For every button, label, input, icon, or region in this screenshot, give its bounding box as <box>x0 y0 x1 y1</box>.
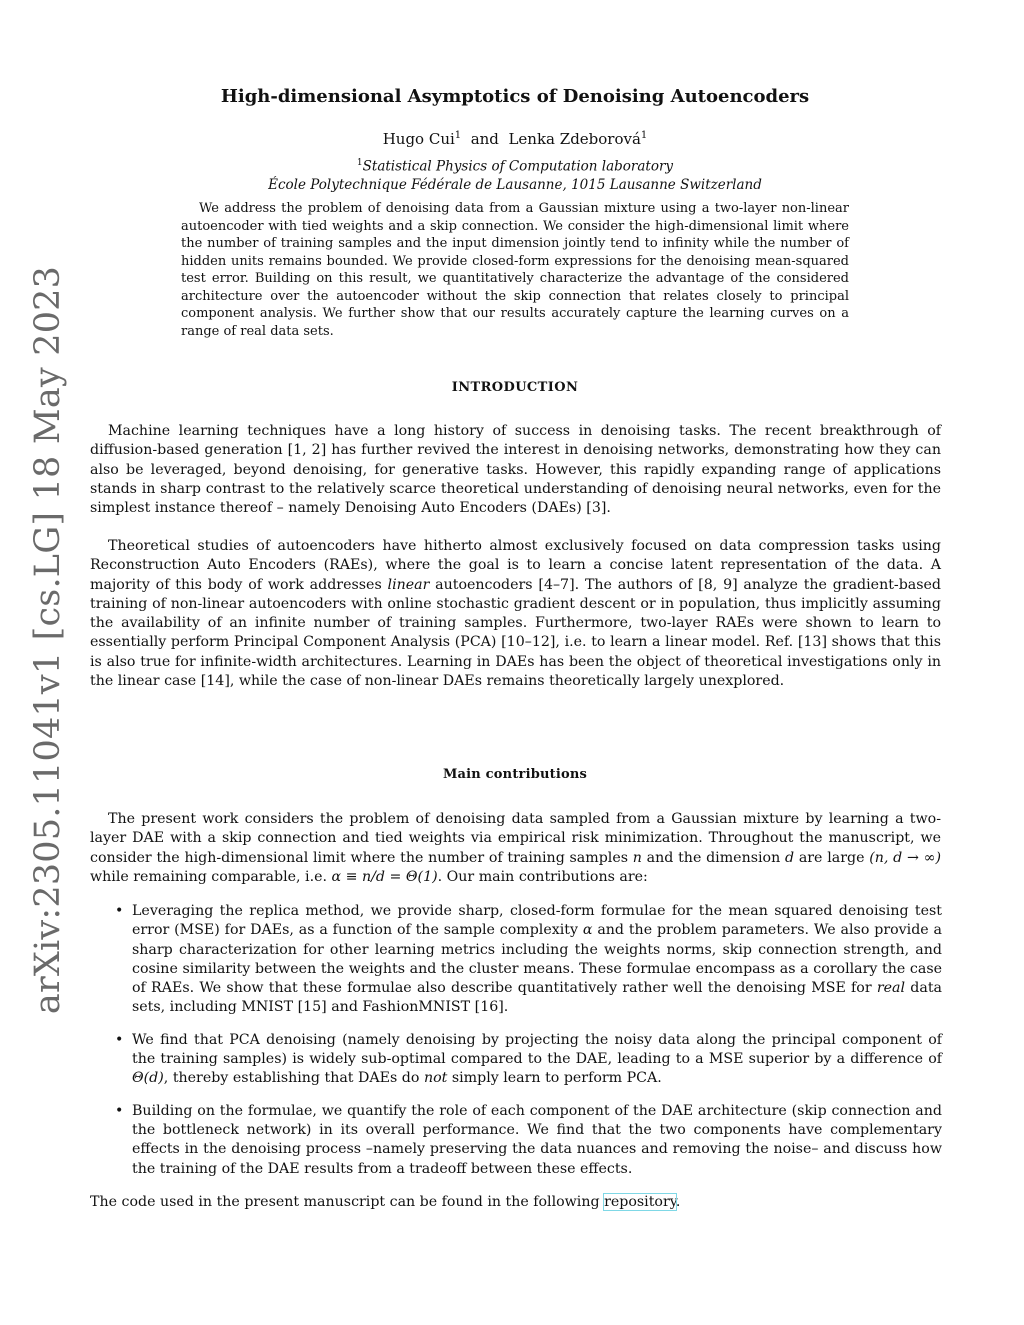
affiliation <box>90 154 940 194</box>
affiliation-line-1: $^1$Statistical Physics of Computation laboratory <box>356 158 674 175</box>
abstract: We address the problem of denoising data from a Gaussian mixture using a two-layer non-linear autoencoder with tied weights and a skip connection. We consider the high-dimensional limit where the number of training samples and the input dimension jointly tend to infinity while the number of hidden units remains bounded. We provide closed-form expressions for the denoising mean-squared test error. Building on this result, we quantitatively characterize the advantage of the considered architecture over the autoencoder without the skip connection that relates closely to principal component analysis. We further show that our results accurately capture the learning curves on a range of real data sets. <box>181 201 849 339</box>
code-availability-note: The code used in the present manuscript can be found in the following repository. <box>90 1194 681 1210</box>
citation-link[interactable]: 1 <box>293 442 303 459</box>
section-heading-introduction: INTRODUCTION <box>451 380 579 395</box>
author-list <box>90 130 940 148</box>
contributions-list <box>112 902 942 1192</box>
citation-link[interactable]: 13 <box>803 634 822 651</box>
citation-link[interactable]: 3 <box>591 500 601 517</box>
affiliation-line-2: École Polytechnique Fédérale de Lausanne, 1015 Lausanne Switzerland <box>268 176 762 193</box>
arxiv-sidebar <box>22 265 74 1015</box>
citation-link[interactable]: 16 <box>480 999 499 1016</box>
repository-link[interactable]: repository <box>604 1194 676 1210</box>
list-item: • We find that PCA denoising (namely denoising by projecting the noisy data along the principal component of the training samples) is widely sub-optimal compared to the DAE, leading to a MSE superior by a difference of Θ(d), thereby establishing that DAEs do not simply learn to perform PCA. <box>112 1031 942 1089</box>
affil-marker: 1 <box>454 130 462 141</box>
citation-link[interactable]: 10–12 <box>506 634 550 651</box>
citation-link[interactable]: 14 <box>206 673 225 690</box>
intro-paragraph-1: Machine learning techniques have a long history of success in denoising tasks. The recent breakthrough of diffusion-based generation [1, 2] has further revived the interest in denoising networks, demonstrating how they can also be leveraged, beyond denoising, for generative tasks. However, this rapidly expanding range of applications stands in sharp contrast to the relatively scarce theoretical understanding of denoising neural networks, even for the simplest instance thereof – namely Denoising Auto Encoders (DAEs) [3]. <box>90 423 941 517</box>
arxiv-identifier: arXiv:2305.11041v1 [cs.LG] 18 May 2023 <box>28 265 68 1015</box>
citation-link[interactable]: 8 <box>703 576 713 593</box>
section-heading-main-contributions: Main contributions <box>442 767 588 782</box>
affil-marker: 1 <box>356 158 363 168</box>
citation-link[interactable]: 2 <box>311 442 321 459</box>
list-item: • Building on the formulae, we quantify the role of each component of the DAE architecture (skip connection and the bottleneck network) in its overall performance. We find that the two components have complementary effects in the denoising process –namely preserving the data nuances and removing the noise– and discuss how the training of the DAE results from a tradeoff between these effects. <box>112 1102 942 1179</box>
intro-paragraph-2: Theoretical studies of autoencoders have hitherto almost exclusively focused on data compression tasks using Reconstruction Auto Encoders (RAEs), where the goal is to learn a concise latent representation of the data. A majority of this body of work addresses linear autoencoders [4–7]. The authors of [8, 9] analyze the gradient-based training of non-linear autoencoders with online stochastic gradient descent or in population, thus implicitly assuming the availability of an infinite number of training samples. Furthermore, two-layer RAEs were shown to learn to essentially perform Principal Component Analysis (PCA) [10–12], i.e. to learn a linear model. Ref. [13] shows that this is also true for infinite-width architectures. Learning in DAEs has been the object of theoretical investigations only in the linear case [14], while the case of non-linear DAEs remains theoretically largely unexplored. <box>90 538 942 690</box>
author-separator: and <box>470 130 499 148</box>
citation-link[interactable]: 15 <box>303 999 322 1016</box>
affil-marker: 1 <box>640 130 648 141</box>
citation-link[interactable]: 9 <box>723 576 733 593</box>
paper-title: High-dimensional Asymptotics of Denoising Autoencoders <box>220 86 810 107</box>
citation-link[interactable]: 4–7 <box>543 576 570 593</box>
list-item: • Leveraging the replica method, we provide sharp, closed-form formulae for the mean squared denoising test error (MSE) for DAEs, as a function of the sample complexity α and the problem parameters. We also provide a sharp characterization for other learning metrics including the weights norms, skip connection strength, and cosine similarity between the weights and the cluster means. These formulae encompass as a corollary the case of RAEs. We show that these formulae also describe quantitatively rather well the denoising MSE for real data sets, including MNIST [15] and FashionMNIST [16]. <box>112 902 942 1018</box>
author-zdeborova: Lenka Zdeborová <box>508 130 641 148</box>
contributions-paragraph: The present work considers the problem of denoising data sampled from a Gaussian mixture by learning a two-layer DAE with a skip connection and tied weights via empirical risk minimization. Throughout the manuscript, we consider the high-dimensional limit where the number of training samples n and the dimension d are large (n, d → ∞) while remaining comparable, i.e. α ≡ n/d = Θ(1). Our main contributions are: <box>90 811 941 885</box>
author-cui: Hugo Cui <box>382 130 455 148</box>
